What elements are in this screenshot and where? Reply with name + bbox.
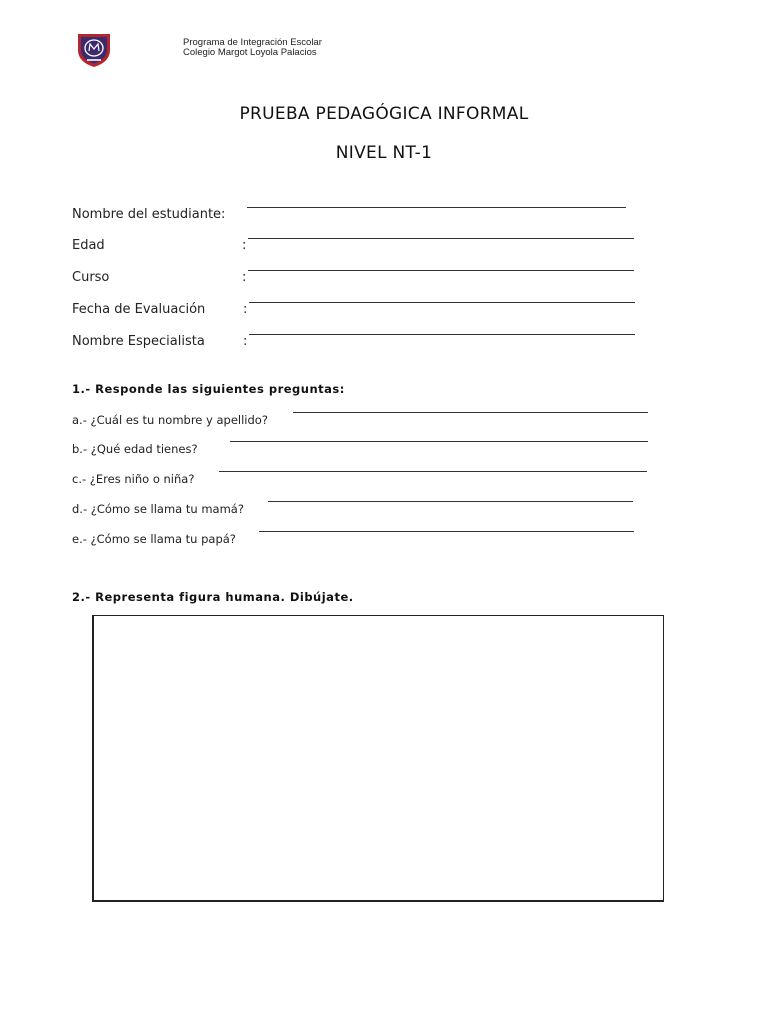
field-label-age: Edad: [72, 238, 105, 253]
header-school: Colegio Margot Loyola Palacios: [183, 47, 317, 58]
drawing-box[interactable]: [92, 615, 664, 902]
field-label-student-name: Nombre del estudiante:: [72, 207, 226, 222]
question-c-answer-line[interactable]: [219, 471, 647, 472]
field-label-specialist-name: Nombre Especialista: [72, 334, 205, 349]
field-colon: :: [243, 334, 248, 349]
field-line-age[interactable]: [248, 238, 634, 239]
question-c-prompt: c.- ¿Eres niño o niña?: [72, 472, 195, 486]
document-title: PRUEBA PEDAGÓGICA INFORMAL: [239, 104, 529, 124]
field-label-evaluation-date: Fecha de Evaluación: [72, 302, 206, 317]
question-a-answer-line[interactable]: [293, 412, 648, 413]
field-label-course: Curso: [72, 270, 110, 285]
question-d-answer-line[interactable]: [268, 501, 633, 502]
field-line-specialist-name[interactable]: [249, 334, 635, 335]
field-line-course[interactable]: [248, 270, 634, 271]
question-e-answer-line[interactable]: [259, 531, 634, 532]
section1-heading: 1.- Responde las siguientes preguntas:: [72, 382, 345, 396]
section2-heading: 2.- Representa figura humana. Dibújate.: [72, 590, 354, 604]
header-program: Programa de Integración Escolar: [183, 37, 322, 48]
field-line-evaluation-date[interactable]: [249, 302, 635, 303]
question-e-prompt: e.- ¿Cómo se llama tu papá?: [72, 532, 236, 546]
field-line-student-name[interactable]: [247, 207, 626, 208]
question-b-answer-line[interactable]: [230, 441, 648, 442]
question-a-prompt: a.- ¿Cuál es tu nombre y apellido?: [72, 413, 268, 427]
school-crest-icon: [74, 28, 114, 68]
field-colon: :: [242, 270, 247, 285]
question-d-prompt: d.- ¿Cómo se llama tu mamá?: [72, 502, 244, 516]
field-colon: :: [243, 302, 248, 317]
field-colon: :: [242, 238, 247, 253]
document-subtitle: NIVEL NT-1: [335, 143, 433, 163]
question-b-prompt: b.- ¿Qué edad tienes?: [72, 442, 198, 456]
